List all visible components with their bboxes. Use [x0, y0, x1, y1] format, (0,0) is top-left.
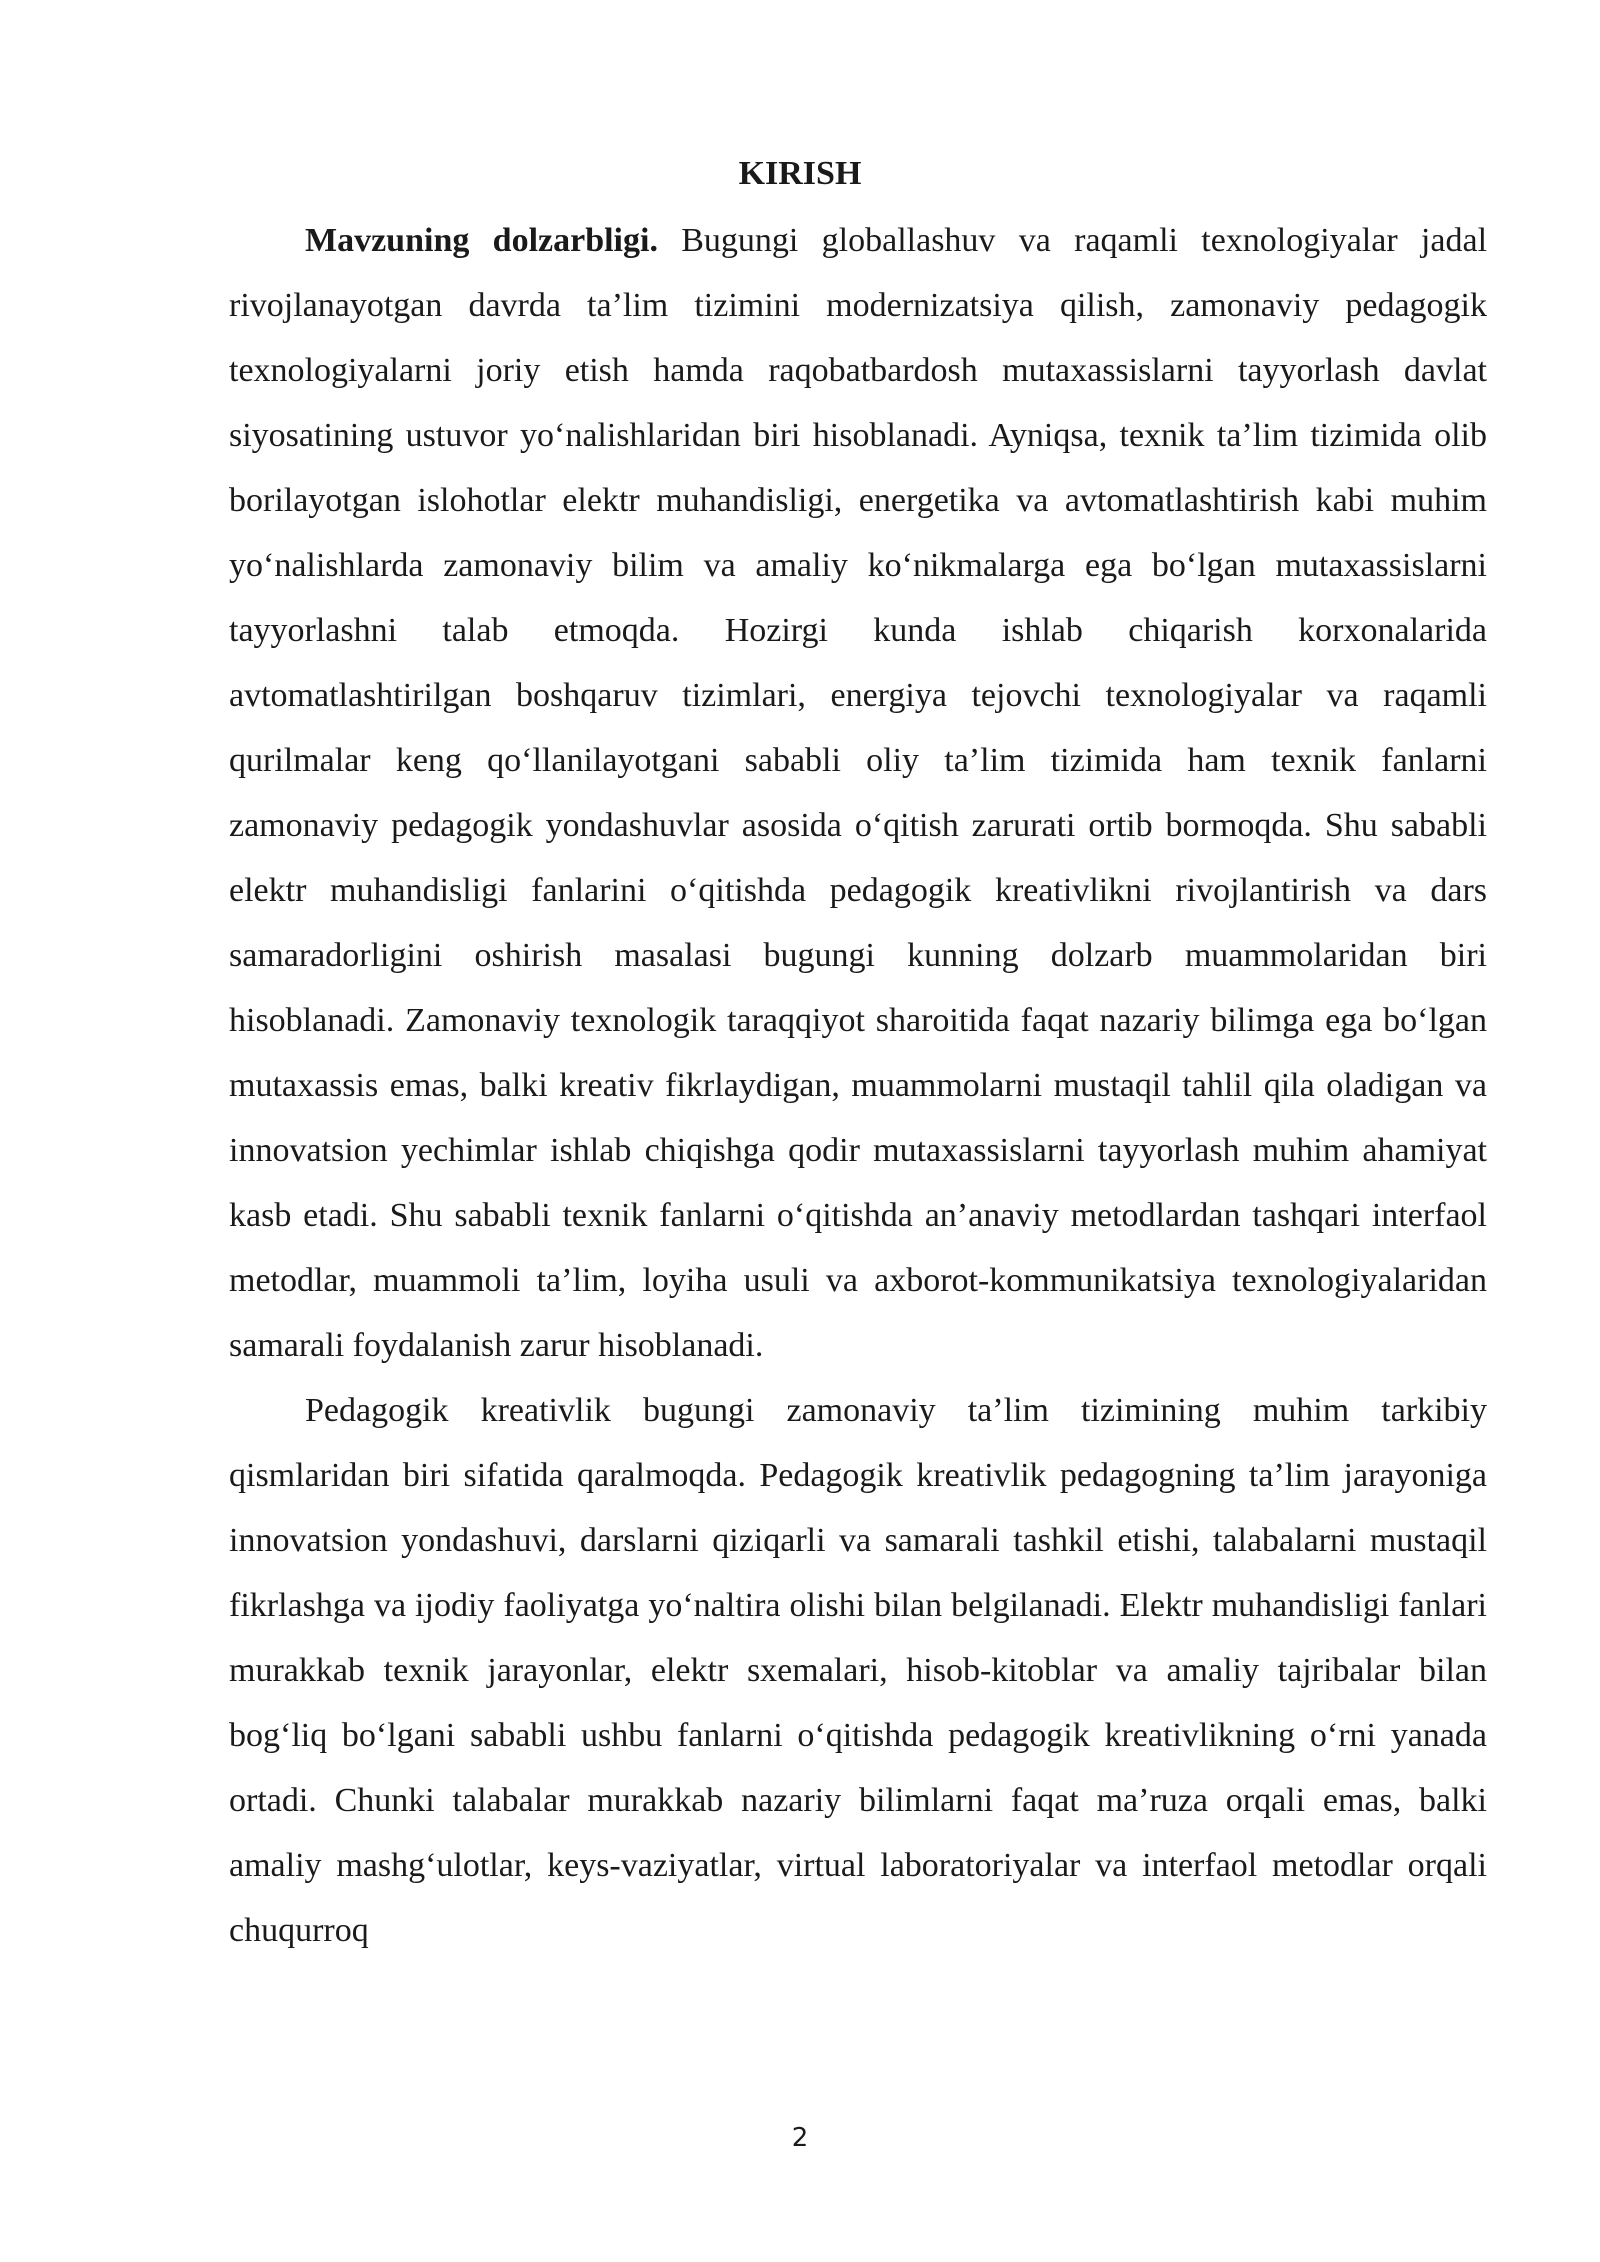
section-heading: KIRISH — [738, 155, 862, 192]
body-text — [229, 208, 1487, 1963]
page-number: 2 — [791, 2123, 809, 2153]
paragraph-pedagogical-creativity — [229, 1378, 1487, 1963]
paragraph-relevance — [229, 208, 1487, 1378]
paragraph-text: Pedagogik kreativlik bugungi zamonaviy ta’lim tizimining muhim tarkibiy qismlaridan biri sifatida qaralmoqda. Pedagogik kreativlik pedagogning ta’lim jarayoniga innovatsion yondashuvi, darslarni qiziqarli va samarali tashkil etishi, talabalarni mustaqil fikrlashga va ijodiy faoliyatga yo‘naltira olishi bilan belgilanadi. Elektr muhandisligi fanlari murakkab texnik jarayonlar, elektr sxemalari, hisob-kitoblar va amaliy tajribalar bilan bog‘liq bo‘lgani sababli ushbu fanlarni o‘qitishda pedagogik kreativlikning o‘rni yanada ortadi. Chunki talabalar murakkab nazariy bilimlarni faqat ma’ruza orqali emas, balki amaliy mashg‘ulotlar, keys-vaziyatlar, virtual laboratoriyalar va interfaol metodlar orqali chuqurroq — [229, 1392, 1487, 1949]
paragraph-lead-heading: Mavzuning dolzarbligi. — [305, 222, 658, 259]
paragraph-text: Bugungi globallashuv va raqamli texnologiyalar jadal rivojlanayotgan davrda ta’lim tizimini modernizatsiya qilish, zamonaviy pedagogik texnologiyalarni joriy etish hamda raqobatbardosh mutaxassislarni tayyorlash davlat siyosatining ustuvor yo‘nalishlaridan biri hisoblanadi. Ayniqsa, texnik ta’lim tizimida olib borilayotgan islohotlar elektr muhandisligi, energetika va avtomatlashtirish kabi muhim yo‘nalishlarda zamonaviy bilim va amaliy ko‘nikmalarga ega bo‘lgan mutaxassislarni tayyorlashni talab etmoqda. Hozirgi kunda ishlab chiqarish korxonalarida avtomatlashtirilgan boshqaruv tizimlari, energiya tejovchi texnologiyalar va raqamli qurilmalar keng qo‘llanilayotgani sababli oliy ta’lim tizimida ham texnik fanlarni zamonaviy pedagogik yondashuvlar asosida o‘qitish zarurati ortib bormoqda. Shu sababli elektr muhandisligi fanlarini o‘qitishda pedagogik kreativlikni rivojlantirish va dars samaradorligini oshirish masalasi bugungi kunning dolzarb muammolaridan biri hisoblanadi. Zamonaviy texnologik taraqqiyot sharoitida faqat nazariy bilimga ega bo‘lgan mutaxassis emas, balki kreativ fikrlaydigan, muammolarni mustaqil tahlil qila oladigan va innovatsion yechimlar ishlab chiqishga qodir mutaxassislarni tayyorlash muhim ahamiyat kasb etadi. Shu sababli texnik fanlarni o‘qitishda an’anaviy metodlardan tashqari interfaol metodlar, muammoli ta’lim, loyiha usuli va axborot-kommunikatsiya texnologiyalaridan samarali foydalanish zarur hisoblanadi. — [229, 222, 1488, 1364]
